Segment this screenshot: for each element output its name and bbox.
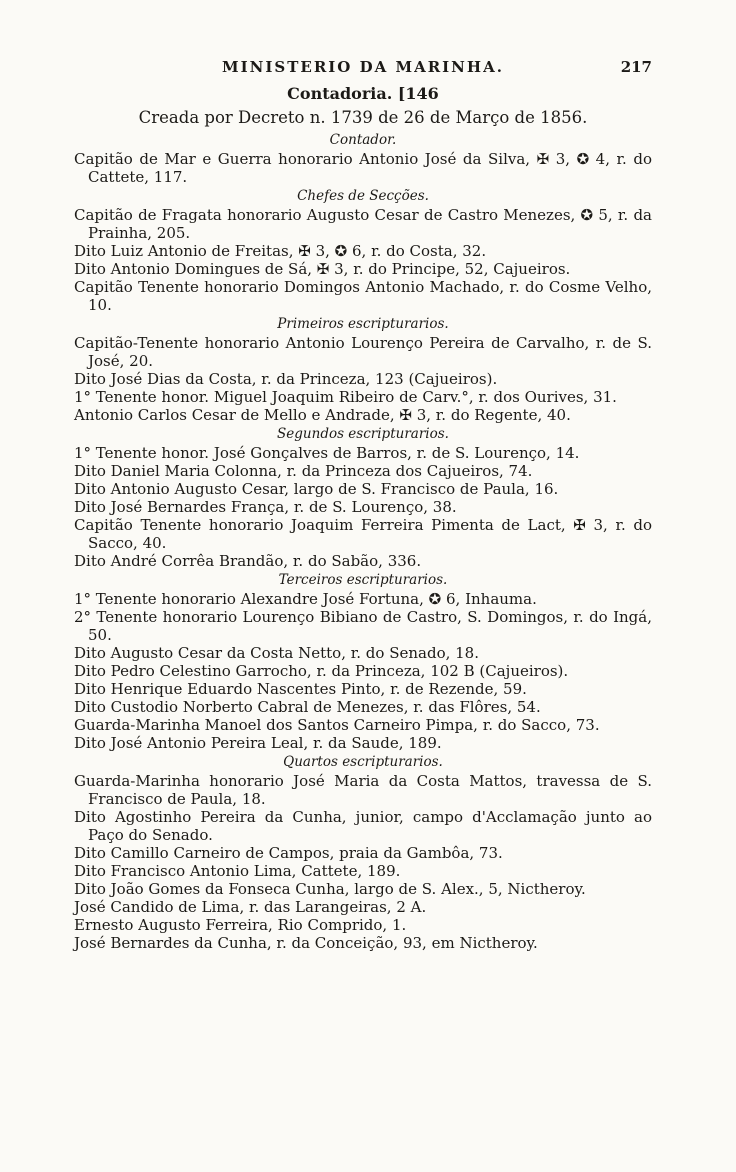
- decree-line: Creada por Decreto n. 1739 de 26 de Março de 1856.: [138, 108, 588, 127]
- personnel-entry: Dito Daniel Maria Colonna, r. da Princeza dos Cajueiros, 74.: [74, 462, 533, 480]
- section-heading: Primeiros escripturarios.: [277, 316, 449, 332]
- personnel-entry: Dito Agostinho Pereira da Cunha, junior, campo d'Acclamação junto ao Paço do Senado.: [74, 808, 652, 844]
- personnel-entry: Capitão de Fragata honorario Augusto Cesar de Castro Menezes, ✪ 5, r. da Prainha, 205.: [74, 206, 652, 242]
- sections-container: [74, 130, 652, 952]
- personnel-entry: Dito José Bernardes França, r. de S. Lourenço, 38.: [74, 498, 457, 516]
- personnel-entry: Guarda-Marinha Manoel dos Santos Carneiro Pimpa, r. do Sacco, 73.: [74, 716, 600, 734]
- personnel-entry: Guarda-Marinha honorario José Maria da Costa Mattos, travessa de S. Francisco de Paula, 18.: [74, 772, 652, 808]
- document-page: [74, 58, 652, 952]
- personnel-entry: Dito Francisco Antonio Lima, Cattete, 189.: [74, 862, 401, 880]
- personnel-entry: Dito Pedro Celestino Garrocho, r. da Princeza, 102 B (Cajueiros).: [74, 662, 569, 680]
- personnel-entry: José Candido de Lima, r. das Larangeiras, 2 A.: [74, 898, 427, 916]
- page-number: 217: [620, 58, 652, 76]
- personnel-entry: 2° Tenente honorario Lourenço Bibiano de Castro, S. Domingos, r. do Ingá, 50.: [74, 608, 652, 644]
- page-header: [74, 58, 652, 82]
- personnel-entry: Dito José Antonio Pereira Leal, r. da Saude, 189.: [74, 734, 442, 752]
- personnel-entry: Dito Augusto Cesar da Costa Netto, r. do Senado, 18.: [74, 644, 479, 662]
- personnel-entry: Dito Antonio Domingues de Sá, ✠ 3, r. do Principe, 52, Cajueiros.: [74, 260, 571, 278]
- personnel-entry: Dito Henrique Eduardo Nascentes Pinto, r. de Rezende, 59.: [74, 680, 527, 698]
- personnel-entry: Dito João Gomes da Fonseca Cunha, largo de S. Alex., 5, Nictheroy.: [74, 880, 586, 898]
- personnel-entry: Dito Camillo Carneiro de Campos, praia da Gambôa, 73.: [74, 844, 503, 862]
- personnel-entry: Capitão de Mar e Guerra honorario Antonio José da Silva, ✠ 3, ✪ 4, r. do Cattete, 117.: [74, 150, 652, 186]
- section-heading: Contador.: [329, 132, 397, 148]
- section-heading: Segundos escripturarios.: [277, 426, 449, 442]
- running-title: MINISTERIO DA MARINHA.: [222, 58, 504, 76]
- personnel-entry: Dito Custodio Norberto Cabral de Menezes, r. das Flôres, 54.: [74, 698, 541, 716]
- personnel-entry: Capitão-Tenente honorario Antonio Lourenço Pereira de Carvalho, r. de S. José, 20.: [74, 334, 652, 370]
- personnel-entry: Ernesto Augusto Ferreira, Rio Comprido, 1.: [74, 916, 407, 934]
- personnel-entry: 1° Tenente honor. Miguel Joaquim Ribeiro de Carv.°, r. dos Ourives, 31.: [74, 388, 617, 406]
- personnel-entry: Capitão Tenente honorario Joaquim Ferreira Pimenta de Lact, ✠ 3, r. do Sacco, 40.: [74, 516, 652, 552]
- personnel-entry: Antonio Carlos Cesar de Mello e Andrade, ✠ 3, r. do Regente, 40.: [74, 406, 571, 424]
- personnel-entry: Dito Luiz Antonio de Freitas, ✠ 3, ✪ 6, r. do Costa, 32.: [74, 242, 487, 260]
- section-heading: Quartos escripturarios.: [283, 754, 443, 770]
- personnel-entry: Dito José Dias da Costa, r. da Princeza, 123 (Cajueiros).: [74, 370, 498, 388]
- personnel-entry: José Bernardes da Cunha, r. da Conceição, 93, em Nictheroy.: [74, 934, 538, 952]
- personnel-entry: Capitão Tenente honorario Domingos Antonio Machado, r. do Cosme Velho, 10.: [74, 278, 652, 314]
- section-heading: Terceiros escripturarios.: [278, 572, 448, 588]
- personnel-entry: 1° Tenente honorario Alexandre José Fortuna, ✪ 6, Inhauma.: [74, 590, 537, 608]
- department-title: Contadoria. [146: [287, 84, 439, 103]
- personnel-entry: Dito André Corrêa Brandão, r. do Sabão, 336.: [74, 552, 422, 570]
- personnel-entry: 1° Tenente honor. José Gonçalves de Barros, r. de S. Lourenço, 14.: [74, 444, 580, 462]
- section-heading: Chefes de Secções.: [297, 188, 429, 204]
- personnel-entry: Dito Antonio Augusto Cesar, largo de S. Francisco de Paula, 16.: [74, 480, 559, 498]
